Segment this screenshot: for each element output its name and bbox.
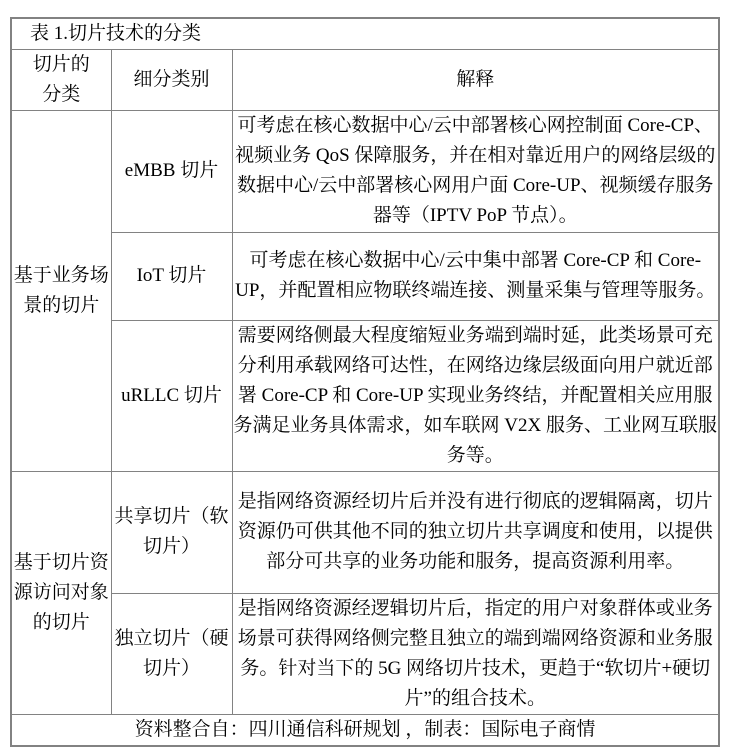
header-subcategory: 细分类别 — [111, 49, 232, 110]
subtype-iot-slice: IoT 切片 — [111, 232, 232, 320]
subtype-embb-slice: eMBB 切片 — [111, 110, 232, 232]
table-row-iot — [11, 232, 719, 320]
slice-classification-table — [10, 17, 720, 747]
explanation-independent-slice: 是指网络资源经逻辑切片后，指定的用户对象群体或业务场景可获得网络侧完整且独立的端到端网络资源和业务服务。针对当下的 5G 网络切片技术，更趋于“软切片+硬切片”的组合技术。 — [232, 593, 719, 714]
explanation-shared-slice: 是指网络资源经切片后并没有进行彻底的逻辑隔离，切片资源仍可供其他不同的独立切片共享调度和使用，以提供部分可共享的业务功能和服务，提高资源利用率。 — [232, 471, 719, 593]
subtype-shared-slice: 共享切片（软切片） — [111, 471, 232, 593]
table-row-independent-slice — [11, 593, 719, 714]
table-source-note: 资料整合自：四川通信科研规划 ，制表：国际电子商情 — [11, 714, 719, 746]
table-row-shared-slice — [11, 471, 719, 593]
subtype-urllc-slice: uRLLC 切片 — [111, 320, 232, 471]
explanation-embb-slice: 可考虑在核心数据中心/云中部署核心网控制面 Core-CP、视频业务 QoS 保障服务，并在相对靠近用户的网络层级的数据中心/云中部署核心网用户面 Core-UP、视频缓存服务器等（IPTV PoP 节点）。 — [232, 110, 719, 232]
category-business-scenario: 基于业务场景的切片 — [11, 110, 111, 471]
table-footer-row — [11, 714, 719, 746]
header-explanation: 解释 — [232, 49, 719, 110]
table-row-embb — [11, 110, 719, 232]
table-title-row — [11, 18, 719, 49]
table-title: 表 1.切片技术的分类 — [11, 18, 719, 49]
table-row-urllc — [11, 320, 719, 471]
explanation-urllc-slice: 需要网络侧最大程度缩短业务端到端时延，此类场景可充分利用承载网络可达性，在网络边缘层级面向用户就近部署 Core-CP 和 Core-UP 实现业务终结，并配置相关应用服务满足业务具体需求，如车联网 V2X 服务、工业网互联服务等。 — [232, 320, 719, 471]
header-category: 切片的分类 — [11, 49, 111, 110]
subtype-independent-slice: 独立切片（硬切片） — [111, 593, 232, 714]
category-resource-access-object: 基于切片资源访问对象的切片 — [11, 471, 111, 714]
table-header-row — [11, 49, 719, 110]
explanation-iot-slice: 可考虑在核心数据中心/云中集中部署 Core-CP 和 Core-UP，并配置相应物联终端连接、测量采集与管理等服务。 — [232, 232, 719, 320]
